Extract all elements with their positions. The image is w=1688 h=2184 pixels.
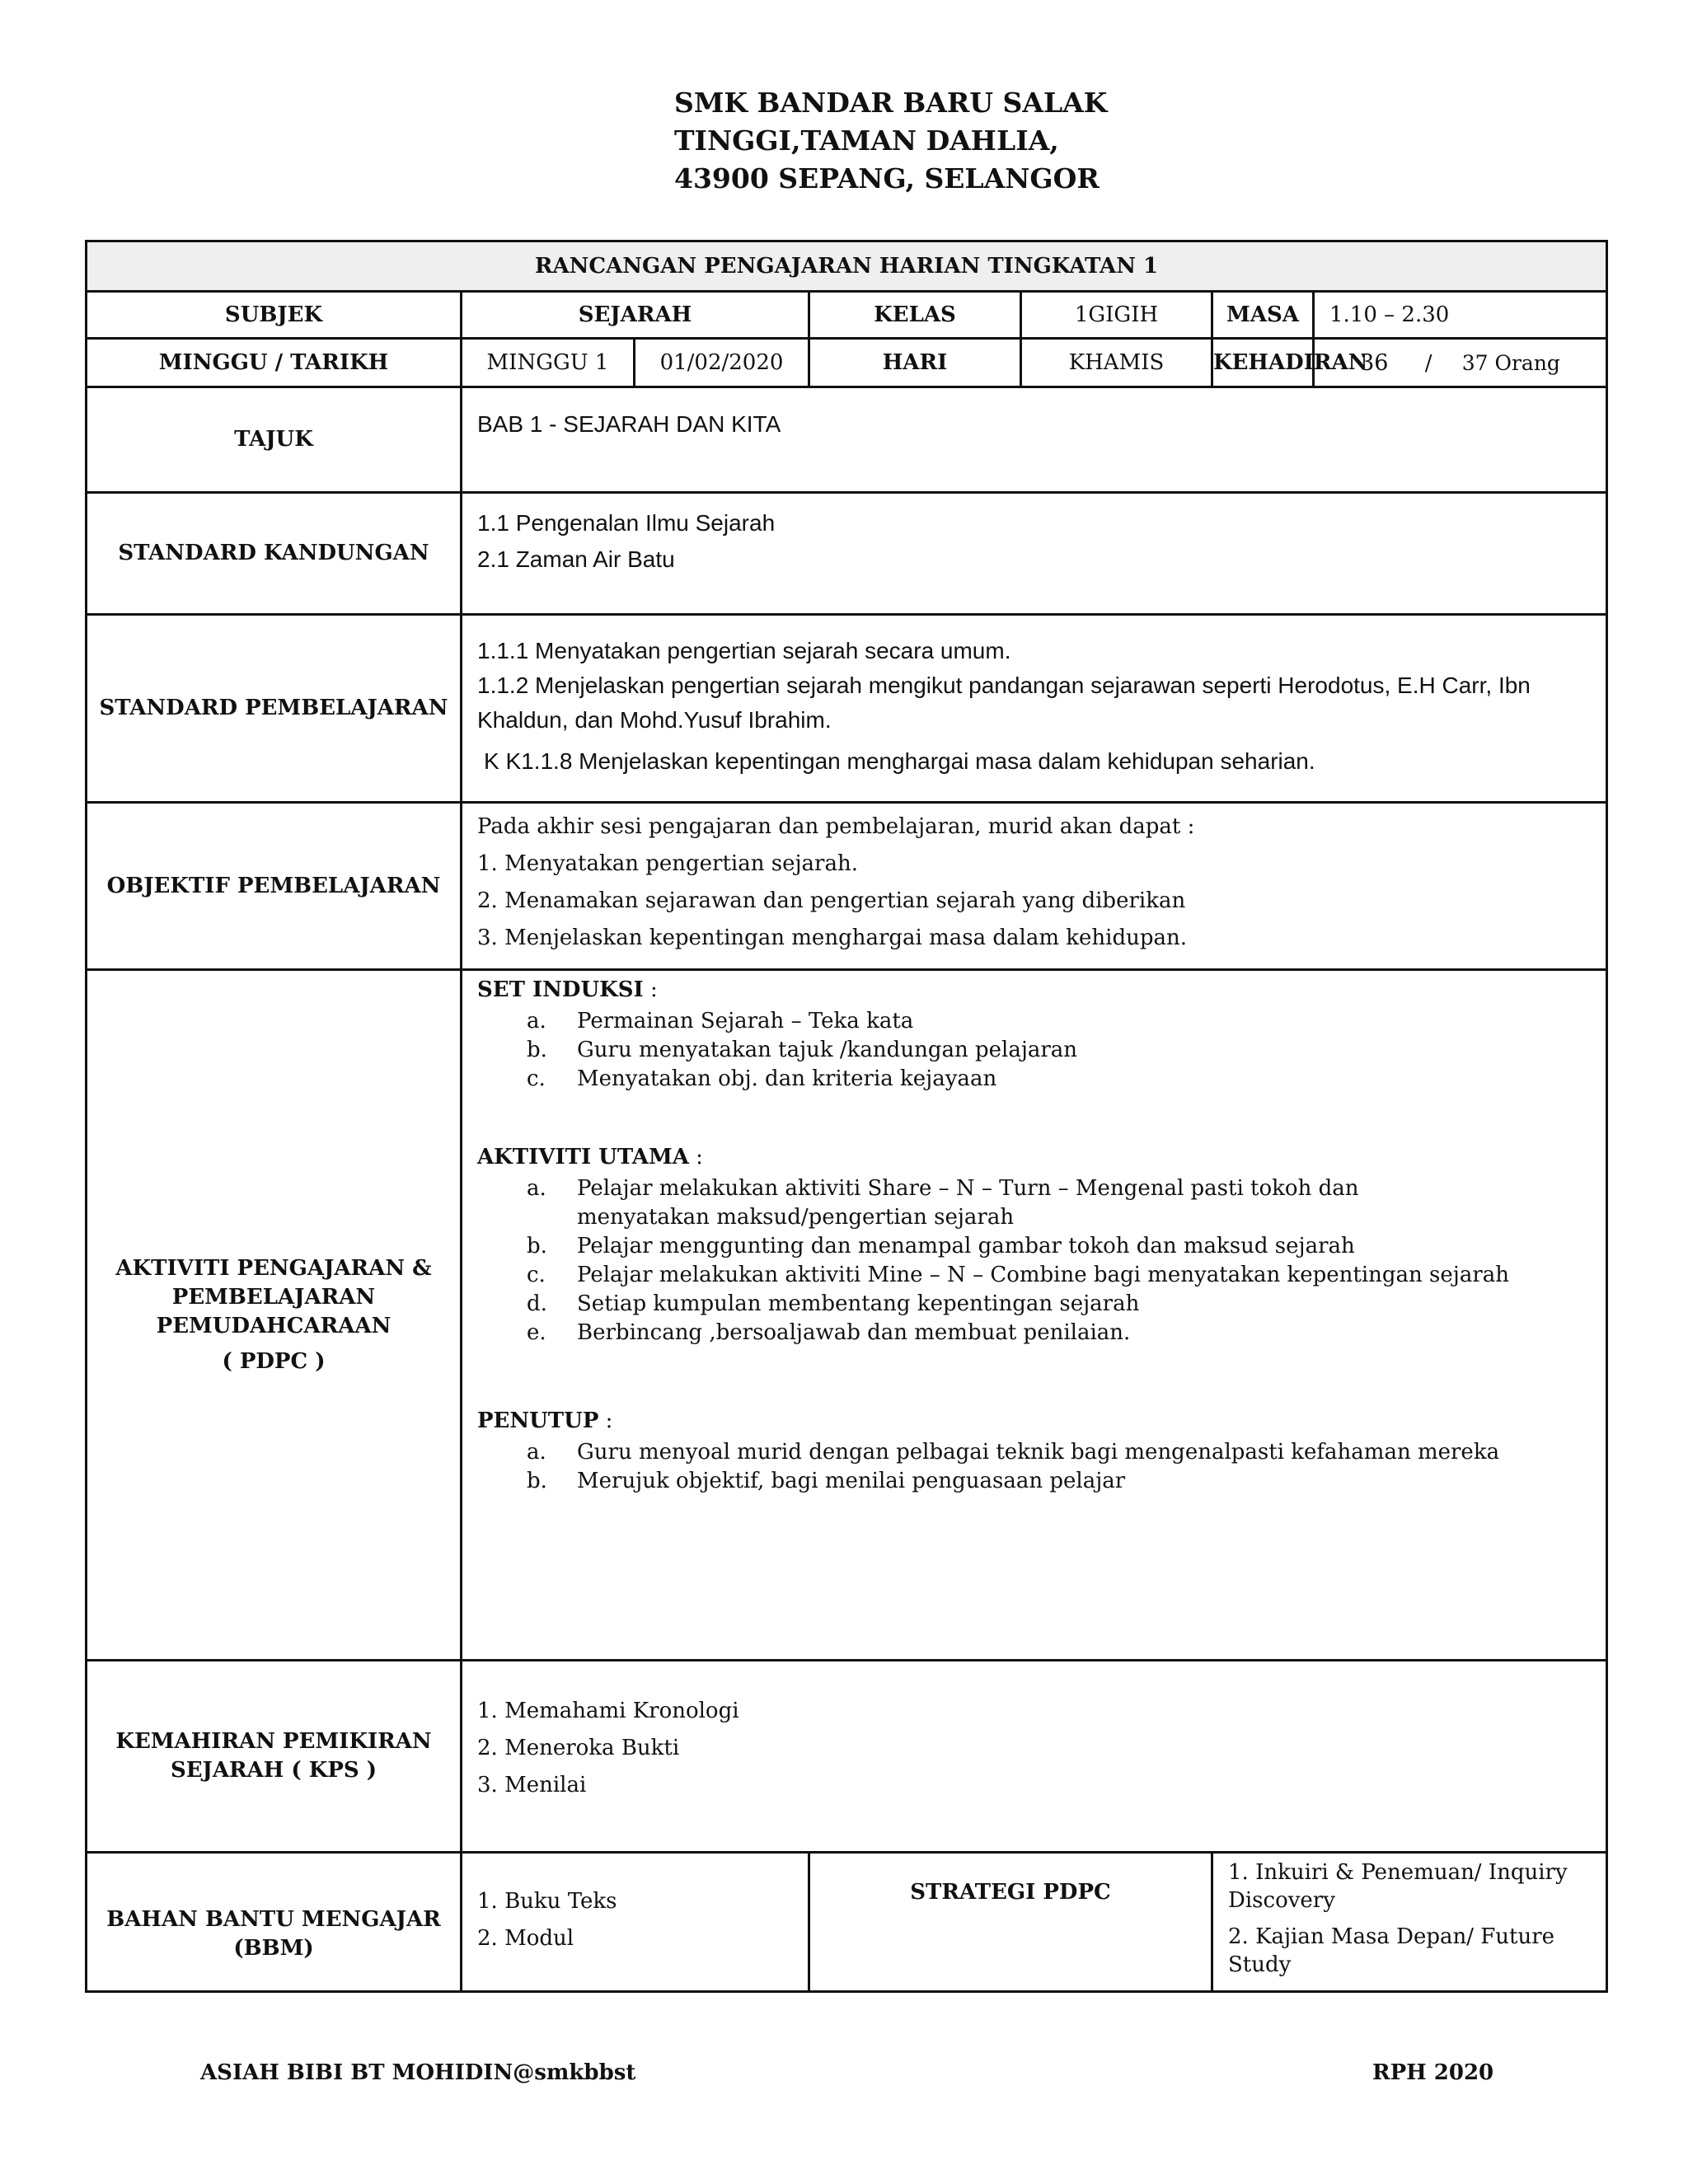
minggu-tarikh-label: MINGGU / TARIKH: [87, 339, 462, 387]
kps-item: 3. Menilai: [477, 1773, 587, 1797]
penutup-heading: PENUTUP :: [477, 1408, 613, 1433]
kps-item: 2. Meneroka Bukti: [477, 1736, 680, 1760]
subjek-label: SUBJEK: [87, 292, 462, 339]
list-item: d. Setiap kumpulan membentang kepentingan sejarah: [527, 1291, 1140, 1316]
kehadiran-label: KEHADIRAN: [1212, 339, 1314, 387]
strategi-cell: [1212, 1853, 1607, 1992]
objektif-item: 3. Menjelaskan kepentingan menghargai masa dalam kehidupan.: [477, 926, 1187, 950]
minggu-value: MINGGU 1: [462, 339, 635, 387]
list-item: b. Merujuk objektif, bagi menilai penguasaan pelajar: [527, 1469, 1126, 1493]
aktiviti-label: [87, 970, 462, 1661]
objektif-intro: Pada akhir sesi pengajaran dan pembelajaran, murid akan dapat :: [477, 814, 1195, 839]
objektif-item: 2. Menamakan sejarawan dan pengertian sejarah yang diberikan: [477, 888, 1186, 913]
aktiviti-utama-heading: AKTIVITI UTAMA :: [477, 1145, 703, 1169]
strategi-item: 2. Kajian Masa Depan/ Future Study: [1228, 1924, 1555, 1977]
aktiviti-label-line: PEMBELAJARAN: [171, 1284, 376, 1310]
objektif-item: 1. Menyatakan pengertian sejarah.: [477, 851, 858, 876]
bbm-label-line: (BBM): [233, 1936, 314, 1961]
list-item: a. Pelajar melakukan aktiviti Share – N – Turn – Mengenal pasti tokoh dan menyatakan maksud/pengertian sejarah: [527, 1176, 1359, 1230]
aktiviti-label-line: AKTIVITI PENGAJARAN &: [115, 1255, 432, 1281]
kps-label-line: KEMAHIRAN PEMIKIRAN: [115, 1729, 432, 1754]
strategi-label: STRATEGI PDPC: [809, 1853, 1212, 1992]
hari-value: KHAMIS: [1021, 339, 1212, 387]
set-induksi-list: [477, 1007, 1591, 1094]
plan-title: RANCANGAN PENGAJARAN HARIAN TINGKATAN 1: [87, 241, 1607, 292]
standard-pembelajaran-cell: [462, 615, 1607, 803]
standard-kandungan-item: 2.1 Zaman Air Batu: [477, 546, 675, 572]
school-address-line: TINGGI,TAMAN DAHLIA,: [674, 124, 1059, 157]
bbm-item: 2. Modul: [477, 1926, 574, 1951]
penutup-list: [477, 1438, 1591, 1496]
list-item: c. Menyatakan obj. dan kriteria kejayaan: [527, 1066, 997, 1091]
tajuk-value: BAB 1 - SEJARAH DAN KITA: [477, 411, 781, 437]
footer-document: RPH 2020: [1372, 2060, 1494, 2085]
kps-label: [87, 1661, 462, 1853]
hari-label: HARI: [809, 339, 1021, 387]
objektif-label: OBJEKTIF PEMBELAJARAN: [87, 803, 462, 970]
tajuk-label: TAJUK: [87, 387, 462, 493]
kehadiran-total: 37 Orang: [1461, 350, 1560, 375]
bbm-item: 1. Buku Teks: [477, 1889, 617, 1914]
standard-pembelajaran-item: 1.1.1 Menyatakan pengertian sejarah secara umum.: [477, 638, 1011, 663]
standard-kandungan-item: 1.1 Pengenalan Ilmu Sejarah: [477, 510, 776, 536]
list-item: e. Berbincang ,bersoaljawab dan membuat penilaian.: [527, 1320, 1131, 1345]
kps-item: 1. Memahami Kronologi: [477, 1699, 739, 1723]
standard-kandungan-label: STANDARD KANDUNGAN: [87, 493, 462, 615]
kehadiran-separator: /: [1424, 350, 1432, 376]
bbm-cell: [462, 1853, 809, 1992]
standard-pembelajaran-item: 1.1.2 Menjelaskan pengertian sejarah mengikut pandangan sejarawan seperti Herodotus, E.H Carr, Ibn Khaldun, dan Mohd.Yusuf Ibrahim.: [477, 673, 1531, 733]
tarikh-value: 01/02/2020: [635, 339, 809, 387]
tajuk-cell: [462, 387, 1607, 493]
footer-author: ASIAH BIBI BT MOHIDIN@smkbbst: [200, 2060, 636, 2085]
list-item: c. Pelajar melakukan aktiviti Mine – N – Combine bagi menyatakan kepentingan sejarah: [527, 1263, 1509, 1287]
subjek-value: SEJARAH: [462, 292, 809, 339]
strategi-item: 1. Inkuiri & Penemuan/ Inquiry Discovery: [1228, 1860, 1568, 1913]
aktiviti-utama-list: [477, 1174, 1591, 1347]
kelas-label: KELAS: [809, 292, 1021, 339]
objektif-cell: [462, 803, 1607, 970]
aktiviti-label-line: PEMUDAHCARAAN: [156, 1313, 392, 1338]
standard-pembelajaran-label: STANDARD PEMBELAJARAN: [87, 615, 462, 803]
list-item: a. Permainan Sejarah – Teka kata: [527, 1009, 914, 1033]
standard-pembelajaran-item: K K1.1.8 Menjelaskan kepentingan menghargai masa dalam kehidupan seharian.: [484, 748, 1315, 774]
masa-label: MASA: [1212, 292, 1314, 339]
school-address: [674, 84, 1416, 198]
kps-label-line: SEJARAH ( KPS ): [170, 1758, 377, 1783]
aktiviti-cell: [462, 970, 1607, 1661]
kehadiran-present: 36: [1360, 349, 1389, 376]
bbm-label: [87, 1853, 462, 1992]
standard-kandungan-cell: [462, 493, 1607, 615]
list-item: a. Guru menyoal murid dengan pelbagai teknik bagi mengenalpasti kefahaman mereka: [527, 1440, 1500, 1465]
kelas-value: 1GIGIH: [1021, 292, 1212, 339]
masa-value: 1.10 – 2.30: [1314, 292, 1607, 339]
set-induksi-heading: SET INDUKSI :: [477, 977, 658, 1002]
school-postcode-line: 43900 SEPANG, SELANGOR: [674, 162, 1100, 194]
bbm-label-line: BAHAN BANTU MENGAJAR: [106, 1907, 441, 1932]
lesson-plan-table: [85, 240, 1608, 1993]
list-item: b. Pelajar menggunting dan menampal gambar tokoh dan maksud sejarah: [527, 1234, 1355, 1258]
aktiviti-label-line: ( PDPC ): [222, 1348, 326, 1374]
list-item: b. Guru menyatakan tajuk /kandungan pelajaran: [527, 1038, 1078, 1062]
school-name: SMK BANDAR BARU SALAK: [674, 87, 1108, 119]
kps-cell: [462, 1661, 1607, 1853]
